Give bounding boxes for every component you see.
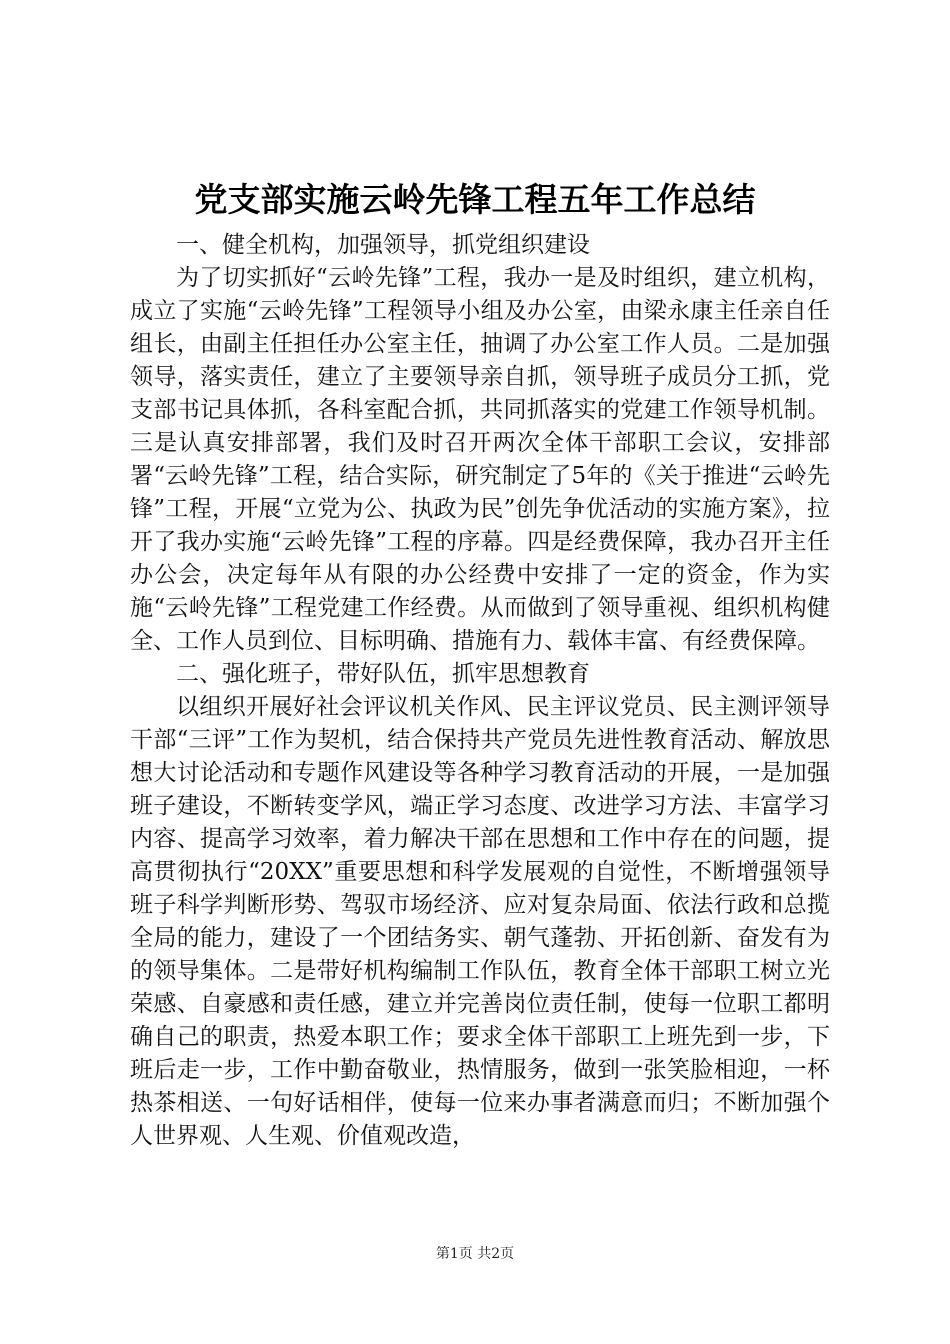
page-number-footer: 第1页 共2页 — [435, 1246, 515, 1262]
document-title: 党支部实施云岭先锋工程五年工作总结 — [194, 180, 756, 219]
document-body — [130, 229, 830, 1153]
section-heading-1: 一、健全机构，加强领导，抓党组织建设 — [176, 232, 590, 258]
section-paragraph-2: 以组织开展好社会评议机关作风、民主评议党员、民主测评领导干部“三评”工作为契机，结合保持共产党员先进性教育活动、解放思想大讨论活动和专题作风建设等各种学习教育活动的开展，一是加强班子建设，不断转变学风，端正学习态度、改进学习方法、丰富学习内容、提高学习效率，着力解决干部在思想和工作中存在的问题，提高贯彻执行“20XX”重要思想和科学发展观的自觉性，不断增强领导班子科学判断形势、驾驭市场经济、应对复杂局面、依法行政和总揽全局的能力，建设了一个团结务实、朝气蓬勃、开拓创新、奋发有为的领导集体。二是带好机构编制工作队伍，教育全体干部职工树立光荣感、自豪感和责任感，建立并完善岗位责任制，使每一位职工都明确自己的职责，热爱本职工作；要求全体干部职工上班先到一步，下班后走一步，工作中勤奋敬业，热情服务，做到一张笑脸相迎，一杯热茶相送、一句好话相伴，使每一位来办事者满意而归；不断加强个人世界观、人生观、价值观改造， — [130, 694, 830, 1149]
section-paragraph-1: 为了切实抓好“云岭先锋”工程，我办一是及时组织，建立机构，成立了实施“云岭先锋”工程领导小组及办公室，由梁永康主任亲自任组长，由副主任担任办公室主任，抽调了办公室工作人员。二是加强领导，落实责任，建立了主要领导亲自抓，领导班子成员分工抓，党支部书记具体抓，各科室配合抓，共同抓落实的党建工作领导机制。三是认真安排部署，我们及时召开两次全体干部职工会议，安排部署“云岭先锋”工程，结合实际，研究制定了5年的《关于推进“云岭先锋”工程，开展“立党为公、执政为民”创先争优活动的实施方案》，拉开了我办实施“云岭先锋”工程的序幕。四是经费保障，我办召开主任办公会，决定每年从有限的办公经费中安排了一定的资金，作为实施“云岭先锋”工程党建工作经费。从而做到了领导重视、组织机构健全、工作人员到位、目标明确、措施有力、载体丰富、有经费保障。 — [130, 265, 830, 654]
section-heading-2: 二、强化班子，带好队伍，抓牢思想教育 — [176, 661, 590, 687]
